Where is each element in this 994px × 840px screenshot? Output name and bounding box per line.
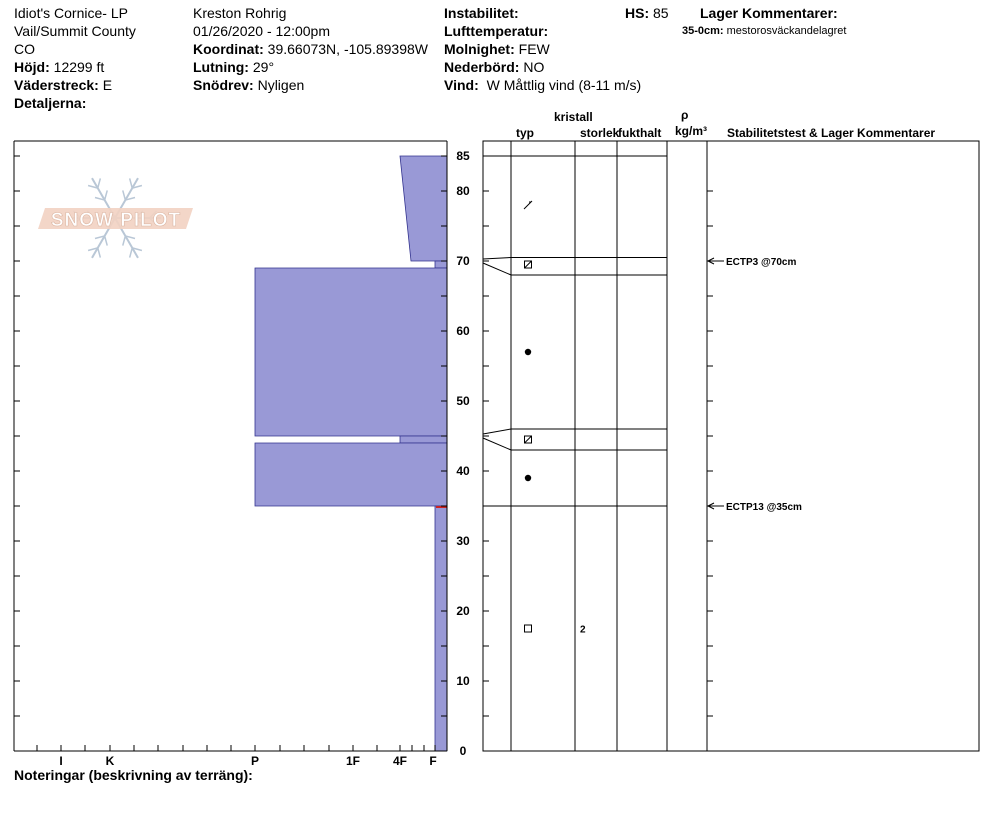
col-type-header: typ (516, 126, 534, 140)
depth-tick-label: 20 (456, 604, 470, 618)
wind-loading-label: Snödrev: (193, 77, 254, 93)
snowflake-branch (130, 248, 133, 258)
snowflake-branch (98, 178, 101, 188)
coordinate-label: Koordinat: (193, 41, 264, 57)
hs-value: 85 (653, 5, 669, 21)
observation-datetime: 01/26/2020 - 12:00pm (193, 23, 330, 39)
depth-tick-label: 40 (456, 464, 470, 478)
aspect-label: Väderstreck: (14, 77, 99, 93)
col-size-header: storlek (580, 126, 620, 140)
layer-comment-depth: 35-0cm: (682, 25, 724, 37)
hardness-layer (435, 506, 447, 751)
hardness-layer (435, 261, 447, 268)
depth-tick-label: 0 (459, 744, 467, 758)
hardness-chart (14, 141, 447, 768)
col-crystal-header: kristall (554, 110, 593, 124)
depth-tick-label: 30 (456, 534, 470, 548)
location-name: Idiot's Cornice- LP (14, 5, 128, 21)
depth-tick-label: 50 (456, 394, 470, 408)
snowflake-branch (105, 236, 108, 246)
wind-value: W Måttlig vind (8-11 m/s) (486, 77, 642, 93)
depth-tick-label: 85 (456, 149, 470, 163)
crystal-faceted-rounded-slash (525, 436, 532, 443)
hardness-layer (400, 156, 447, 261)
details-label: Detaljerna: (14, 95, 87, 111)
layer-table-frame (483, 141, 979, 751)
hardness-layer (255, 443, 447, 506)
wind-label: Vind: (444, 77, 479, 93)
logo-text: SNOW PILOT (50, 210, 182, 231)
crystal-faceted-rounded-slash (525, 261, 532, 268)
snowflake-branch (98, 248, 101, 258)
aspect-value: E (102, 77, 113, 93)
coordinate-value: 39.66073N, -105.89398W (267, 41, 428, 57)
depth-tick-label: 10 (456, 674, 470, 688)
hardness-tick-label: 1F (345, 754, 361, 768)
hardness-tick-label: I (59, 754, 63, 768)
elevation-label: Höjd: (14, 59, 50, 75)
layer-table (483, 141, 979, 751)
snowflake-branch (105, 190, 108, 200)
stability-test-label: ECTP13 @35cm (726, 502, 802, 513)
snowflake-branch (123, 236, 126, 246)
precip-value: NO (523, 59, 545, 75)
col-rho-header: ρ (681, 108, 689, 122)
hardness-tick-label: K (105, 754, 115, 768)
slope-value: 29° (252, 59, 275, 75)
precip-label: Nederbörd: (444, 59, 520, 75)
col-moisture-header: fukthalt (618, 126, 662, 140)
elevation-value: 12299 ft (53, 59, 105, 75)
hardness-tick-label: P (250, 754, 260, 768)
layer-comments-label: Lager Kommentarer: (700, 5, 838, 21)
snowflake-branch (130, 178, 133, 188)
wind-loading-value: Nyligen (257, 77, 305, 93)
depth-axis (456, 149, 470, 758)
sky-value: FEW (518, 41, 550, 57)
crystal-melt-form-symbol (525, 475, 531, 481)
stability-test-label: ECTP3 @70cm (726, 257, 797, 268)
layer-comment-text: mestorosväckandelagret (726, 25, 847, 37)
hardness-layer (400, 436, 447, 443)
hardness-layer (255, 268, 447, 436)
crystal-size-label: 2 (580, 624, 586, 636)
hardness-tick-label: F (429, 754, 437, 768)
instability-label: Instabilitet: (444, 5, 519, 21)
sky-label: Molnighet: (444, 41, 515, 57)
hardness-tick-label: 4F (392, 754, 408, 768)
depth-tick-label: 70 (456, 254, 470, 268)
observer-name: Kreston Rohrig (193, 5, 287, 21)
col-stability-header: Stabilitetstest & Lager Kommentarer (727, 126, 936, 140)
depth-tick-label: 80 (456, 184, 470, 198)
terrain-notes-label: Noteringar (beskrivning av terräng): (14, 767, 253, 783)
snowflake-branch (123, 190, 126, 200)
hs-label: HS: (625, 5, 650, 21)
crystal-faceted-symbol (525, 625, 532, 632)
depth-tick-label: 60 (456, 324, 470, 338)
crystal-melt-form-symbol (525, 349, 531, 355)
state-name: CO (14, 41, 35, 57)
col-density-unit-header: kg/m³ (675, 124, 708, 138)
slope-label: Lutning: (193, 59, 249, 75)
region-name: Vail/Summit County (14, 23, 136, 39)
air-temperature-label: Lufttemperatur: (444, 23, 549, 39)
snowpilot-logo (38, 178, 193, 258)
